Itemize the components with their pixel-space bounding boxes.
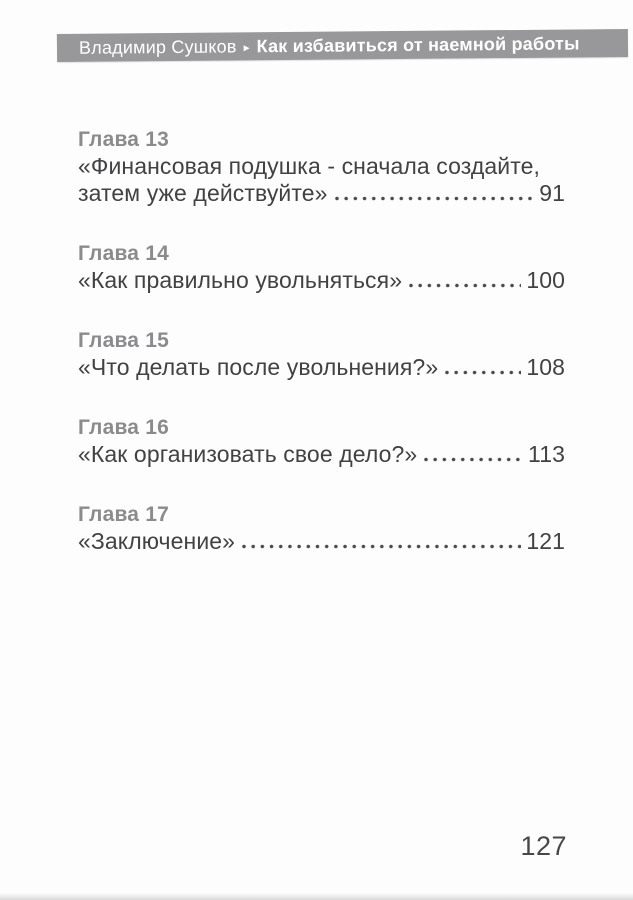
chapter-title: «Как организовать свое дело?»	[78, 441, 418, 467]
toc-entry	[78, 240, 565, 294]
chapter-label: Глава 17	[78, 503, 169, 526]
dot-leader	[409, 281, 521, 288]
chapter-title-line	[78, 180, 565, 207]
running-header	[57, 29, 628, 62]
dot-leader	[242, 542, 521, 549]
dot-leader	[335, 194, 535, 201]
chapter-title-line	[78, 354, 565, 381]
toc-entry	[78, 126, 565, 207]
header-book-title: Как избавиться от наемной работы	[256, 32, 580, 56]
chapter-title: «Финансовая подушка - сначала создайте,	[78, 153, 540, 179]
toc-entry	[78, 414, 565, 468]
table-of-contents	[78, 126, 565, 588]
toc-page-number: 108	[526, 354, 565, 380]
page-number: 127	[520, 831, 567, 861]
chapter-title: «Заключение»	[78, 528, 236, 554]
toc-page-number: 100	[526, 267, 565, 293]
toc-page-number: 113	[528, 441, 565, 467]
toc-entry	[78, 327, 565, 381]
chapter-label: Глава 14	[78, 242, 169, 265]
chapter-title-line	[78, 528, 565, 555]
chapter-title-line	[78, 441, 565, 468]
dot-leader	[445, 368, 521, 375]
chapter-label: Глава 15	[78, 329, 169, 352]
chapter-title: «Что делать после увольнения?»	[78, 354, 439, 380]
chapter-title: затем уже действуйте»	[78, 180, 328, 206]
toc-page-number: 91	[539, 180, 565, 206]
arrow-separator-icon: ▸	[243, 40, 250, 55]
toc-page-number: 121	[526, 528, 565, 554]
chapter-label: Глава 16	[78, 416, 169, 439]
chapter-label: Глава 13	[78, 128, 169, 151]
chapter-title-line	[78, 153, 565, 180]
toc-entry	[78, 501, 565, 555]
chapter-title: «Как правильно увольняться»	[78, 267, 403, 293]
dot-leader	[424, 455, 523, 462]
header-author: Владимир Сушков	[78, 35, 237, 58]
chapter-title-line	[78, 267, 565, 294]
